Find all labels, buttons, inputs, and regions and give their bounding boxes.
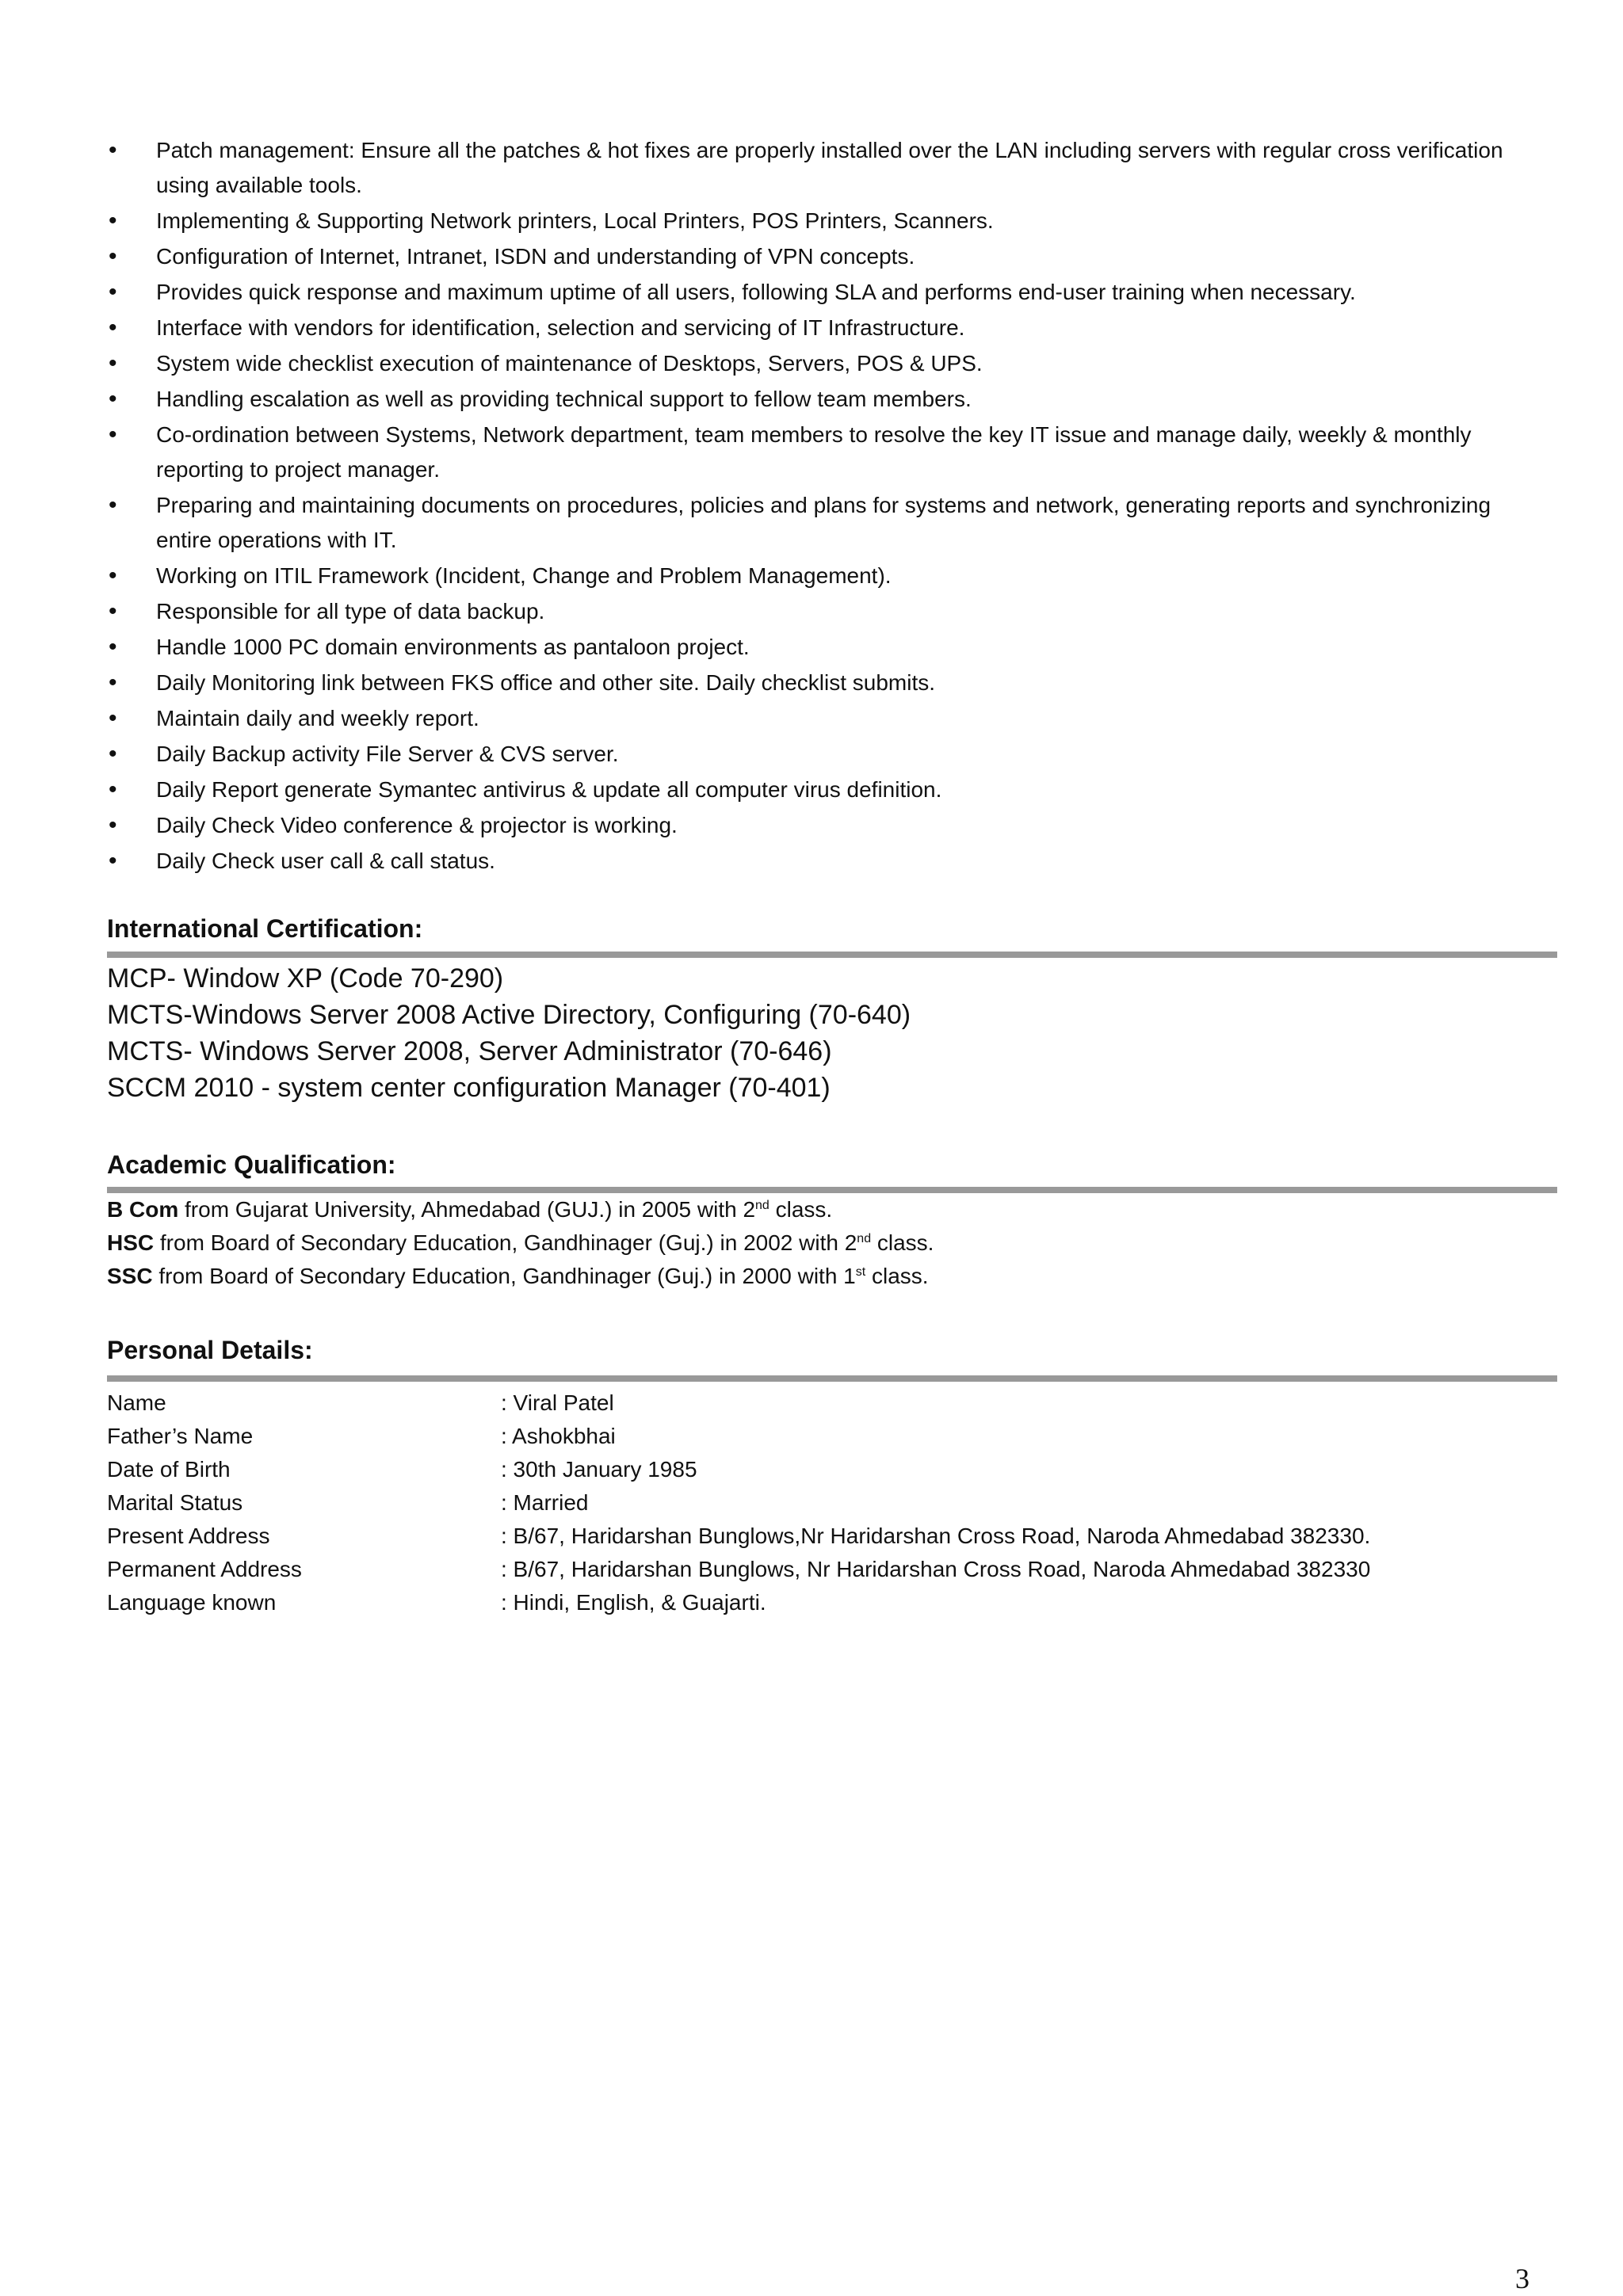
degree-name: SSC: [107, 1264, 153, 1288]
bullet-icon: •: [109, 492, 117, 518]
academic-row: [107, 1260, 934, 1293]
personal-divider: [107, 1375, 1557, 1382]
bullet-text: Handling escalation as well as providing technical support to fellow team members.: [156, 387, 972, 411]
list-item: [105, 808, 1532, 843]
detail-label: Father’s Name: [107, 1424, 254, 1448]
bullet-icon: •: [109, 812, 117, 838]
bullet-icon: •: [109, 848, 117, 874]
list-item: [105, 630, 1532, 665]
detail-row: [107, 1453, 1370, 1486]
academic-row: [107, 1193, 934, 1226]
detail-value: : 30th January 1985: [501, 1457, 697, 1482]
certification-list: [107, 960, 911, 1106]
list-item: [105, 701, 1532, 736]
list-item: [105, 346, 1532, 381]
academic-divider: [107, 1187, 1557, 1193]
bullet-text: Maintain daily and weekly report.: [156, 706, 479, 730]
bullet-text: Daily Report generate Symantec antivirus & update all computer virus definition.: [156, 777, 942, 802]
bullet-text: Working on ITIL Framework (Incident, Change and Problem Management).: [156, 563, 892, 588]
certification-item: MCTS- Windows Server 2008, Server Administrator (70-646): [107, 1036, 832, 1066]
page-number: 3: [1515, 2263, 1529, 2294]
list-item: [105, 382, 1532, 417]
bullet-text: System wide checklist execution of maintenance of Desktops, Servers, POS & UPS.: [156, 351, 983, 376]
personal-details: [107, 1386, 1370, 1619]
ordinal-suffix: nd: [755, 1199, 769, 1212]
ordinal-suffix: st: [855, 1265, 866, 1279]
detail-label: Permanent Address: [107, 1557, 302, 1581]
bullet-text: Responsible for all type of data backup.: [156, 599, 545, 624]
academic-heading: Academic Qualification:: [107, 1150, 396, 1179]
list-item: [105, 737, 1532, 772]
detail-row: [107, 1486, 1370, 1520]
detail-label: Name: [107, 1390, 166, 1415]
detail-value: : Ashokbhai: [501, 1424, 616, 1448]
bullet-text: Co-ordination between Systems, Network department, team members to resolve the key IT issue and manage daily, weekly & monthly reporting to project manager.: [156, 422, 1472, 482]
list-item: [105, 311, 1532, 345]
list-item: [105, 844, 1532, 879]
bullet-icon: •: [109, 563, 117, 589]
certification-item: MCTS-Windows Server 2008 Active Directory, Configuring (70-640): [107, 1000, 911, 1030]
degree-name: B Com: [107, 1197, 179, 1222]
degree-detail: from Gujarat University, Ahmedabad (GUJ.) in 2005 with 2: [178, 1197, 756, 1222]
certification-divider: [107, 952, 1557, 958]
personal-heading: Personal Details:: [107, 1336, 313, 1364]
bullet-text: Patch management: Ensure all the patches & hot fixes are properly installed over the LAN including servers with regular cross verification using available tools.: [156, 138, 1503, 197]
bullet-icon: •: [109, 137, 117, 163]
bullet-icon: •: [109, 243, 117, 269]
detail-label: Date of Birth: [107, 1457, 231, 1482]
bullet-icon: •: [109, 279, 117, 305]
list-item: [105, 204, 1532, 238]
bullet-icon: •: [109, 315, 117, 341]
bullet-text: Provides quick response and maximum uptime of all users, following SLA and performs end-user training when necessary.: [156, 280, 1356, 304]
detail-row: [107, 1586, 1370, 1619]
detail-value: : Married: [501, 1490, 589, 1515]
list-item: [105, 594, 1532, 629]
list-item: [105, 559, 1532, 593]
bullet-text: Configuration of Internet, Intranet, ISDN and understanding of VPN concepts.: [156, 244, 915, 269]
list-item: [105, 418, 1532, 487]
list-item: [105, 666, 1532, 700]
detail-value: : Viral Patel: [501, 1390, 614, 1415]
bullet-text: Implementing & Supporting Network printers, Local Printers, POS Printers, Scanners.: [156, 208, 994, 233]
list-item: [105, 772, 1532, 807]
degree-detail: from Board of Secondary Education, Gandhinager (Guj.) in 2002 with 2: [154, 1230, 857, 1255]
bullet-icon: •: [109, 421, 117, 448]
list-item: [105, 133, 1532, 203]
bullet-text: Daily Check Video conference & projector is working.: [156, 813, 678, 837]
bullet-icon: •: [109, 741, 117, 767]
bullet-text: Handle 1000 PC domain environments as pantaloon project.: [156, 635, 750, 659]
detail-row: [107, 1553, 1370, 1586]
bullet-icon: •: [109, 669, 117, 696]
bullet-text: Interface with vendors for identification, selection and servicing of IT Infrastructure.: [156, 315, 965, 340]
detail-label: Marital Status: [107, 1490, 243, 1515]
bullet-icon: •: [109, 350, 117, 376]
detail-value: : B/67, Haridarshan Bunglows, Nr Haridarshan Cross Road, Naroda Ahmedabad 382330: [501, 1557, 1371, 1581]
detail-value: : Hindi, English, & Guajarti.: [501, 1590, 766, 1615]
bullet-text: Daily Monitoring link between FKS office and other site. Daily checklist submits.: [156, 670, 936, 695]
degree-detail: from Board of Secondary Education, Gandhinager (Guj.) in 2000 with 1: [152, 1264, 856, 1288]
certification-heading: International Certification:: [107, 914, 423, 943]
ordinal-suffix: nd: [857, 1232, 872, 1245]
bullet-icon: •: [109, 386, 117, 412]
class-suffix: class.: [871, 1230, 934, 1255]
detail-value: : B/67, Haridarshan Bunglows,Nr Haridarshan Cross Road, Naroda Ahmedabad 382330.: [501, 1524, 1371, 1548]
bullet-text: Daily Backup activity File Server & CVS server.: [156, 742, 619, 766]
bullet-icon: •: [109, 208, 117, 234]
responsibilities-list: [105, 133, 1532, 879]
bullet-icon: •: [109, 634, 117, 660]
detail-row: [107, 1420, 1370, 1453]
bullet-text: Preparing and maintaining documents on procedures, policies and plans for systems and network, generating reports and synchronizing entire operations with IT.: [156, 493, 1491, 552]
detail-label: Language known: [107, 1590, 277, 1615]
certification-item: SCCM 2010 - system center configuration Manager (70-401): [107, 1073, 831, 1103]
academic-row: [107, 1226, 934, 1260]
detail-row: [107, 1520, 1370, 1553]
bullet-icon: •: [109, 705, 117, 731]
detail-label: Present Address: [107, 1524, 270, 1548]
detail-row: [107, 1386, 1370, 1420]
class-suffix: class.: [769, 1197, 833, 1222]
class-suffix: class.: [865, 1264, 929, 1288]
list-item: [105, 275, 1532, 310]
list-item: [105, 239, 1532, 274]
bullet-icon: •: [109, 598, 117, 624]
academic-list: [107, 1193, 934, 1293]
bullet-icon: •: [109, 776, 117, 803]
bullet-text: Daily Check user call & call status.: [156, 849, 495, 873]
list-item: [105, 488, 1532, 558]
degree-name: HSC: [107, 1230, 155, 1255]
certification-item: MCP- Window XP (Code 70-290): [107, 963, 504, 994]
